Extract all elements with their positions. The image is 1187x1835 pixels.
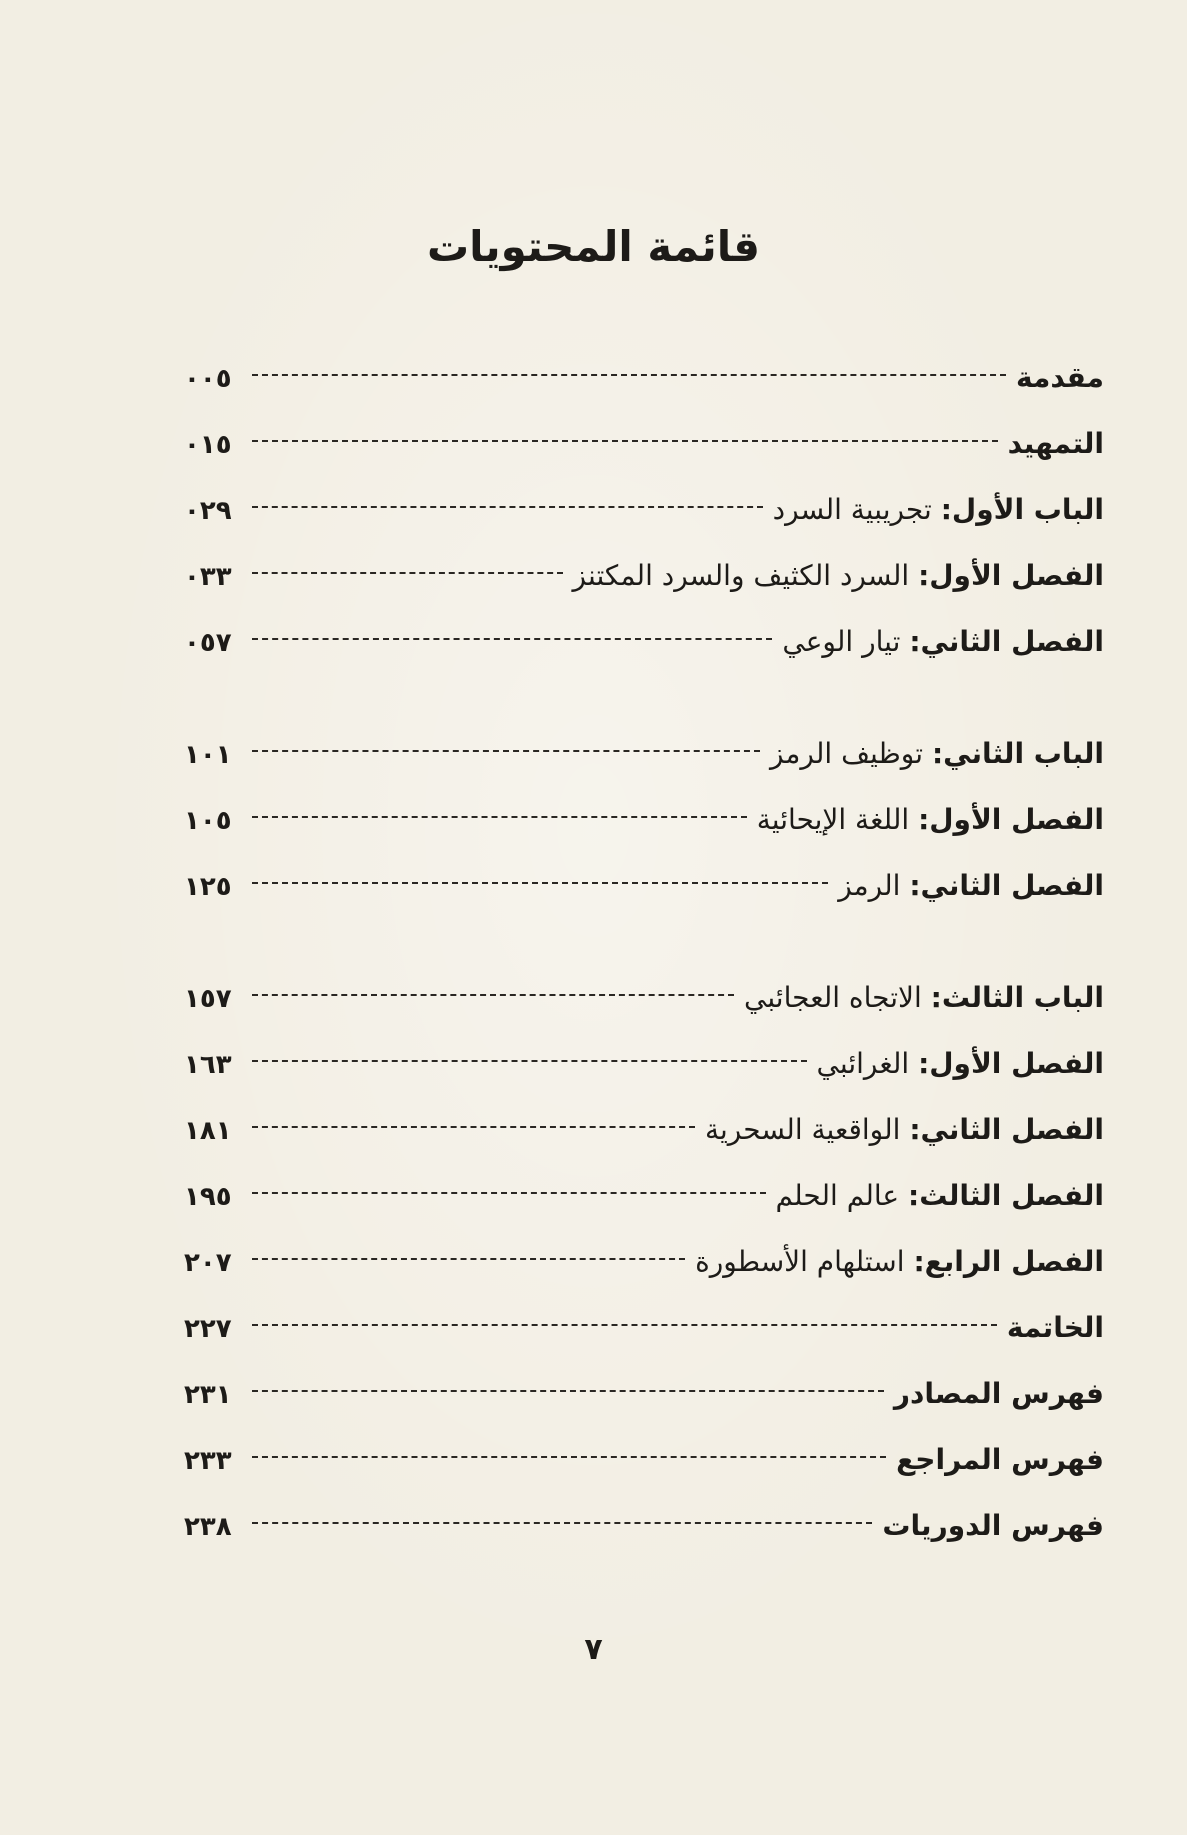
entry-title: تجريبية السرد — [772, 493, 941, 526]
dot-leader — [252, 1390, 884, 1392]
entry-label — [744, 976, 1104, 1020]
entry-page-number: ٠٢٩ — [184, 496, 232, 526]
entry-label — [782, 620, 1104, 664]
entry-label — [573, 554, 1104, 598]
entry-page-number: ٠٣٣ — [184, 562, 232, 592]
entry-heading: الباب الأول: — [940, 493, 1104, 526]
entry-heading: فهرس الدوريات — [882, 1509, 1104, 1542]
toc-entry — [184, 554, 1104, 620]
entry-title: توظيف الرمز — [769, 737, 932, 770]
entry-heading: الفصل الثاني: — [909, 869, 1104, 902]
entry-heading: الباب الثالث: — [930, 981, 1104, 1014]
dot-leader — [252, 572, 563, 574]
entry-label — [1016, 356, 1104, 400]
dot-leader — [252, 816, 747, 818]
entry-page-number: ١٠٥ — [184, 806, 232, 836]
entry-heading: مقدمة — [1016, 361, 1104, 394]
entry-heading: الفصل الأول: — [918, 803, 1104, 836]
toc-entry — [184, 1108, 1104, 1174]
entry-title: استلهام الأسطورة — [695, 1245, 914, 1278]
dot-leader — [252, 1258, 685, 1260]
table-of-contents — [184, 356, 1104, 1570]
entry-heading: الفصل الثالث: — [908, 1179, 1104, 1212]
dot-leader — [252, 994, 734, 996]
entry-title: الغرائبي — [816, 1047, 919, 1080]
toc-entry — [184, 488, 1104, 554]
entry-heading: التمهيد — [1007, 427, 1104, 460]
entry-label — [838, 864, 1104, 908]
entry-page-number: ٠٥٧ — [184, 628, 232, 658]
dot-leader — [252, 1456, 886, 1458]
entry-label — [894, 1372, 1104, 1416]
entry-title: الرمز — [838, 869, 910, 902]
toc-entry — [184, 1504, 1104, 1570]
entry-heading: الفصل الأول: — [918, 1047, 1104, 1080]
entry-label — [1007, 1306, 1104, 1350]
entry-title: الواقعية السحرية — [704, 1113, 910, 1146]
entry-label — [773, 488, 1104, 532]
entry-label — [695, 1240, 1104, 1284]
entry-title: السرد الكثيف والسرد المكتنز — [572, 559, 919, 592]
toc-entry — [184, 798, 1104, 864]
dot-leader — [252, 882, 828, 884]
entry-page-number: ٢٢٧ — [184, 1314, 232, 1344]
toc-entry — [184, 976, 1104, 1042]
entry-page-number: ٠١٥ — [184, 430, 232, 460]
entry-label — [882, 1504, 1104, 1548]
entry-page-number: ٢٣٨ — [184, 1512, 232, 1542]
entry-page-number: ٠٠٥ — [184, 364, 232, 394]
toc-entry — [184, 864, 1104, 930]
toc-entry — [184, 1372, 1104, 1438]
entry-page-number: ٢٣٣ — [184, 1446, 232, 1476]
toc-entry — [184, 620, 1104, 686]
toc-entry — [184, 356, 1104, 422]
entry-label — [770, 732, 1104, 776]
toc-entry — [184, 1240, 1104, 1306]
dot-leader — [252, 1126, 695, 1128]
entry-heading: الباب الثاني: — [931, 737, 1104, 770]
entry-page-number: ١٦٣ — [184, 1050, 232, 1080]
entry-heading: الفصل الثاني: — [909, 1113, 1104, 1146]
entry-title: اللغة الإيحائية — [756, 803, 919, 836]
toc-entry — [184, 732, 1104, 798]
entry-page-number: ١٢٥ — [184, 872, 232, 902]
entry-heading: الفصل الثاني: — [909, 625, 1104, 658]
page-title: قائمة المحتويات — [426, 222, 761, 271]
toc-entry — [184, 1306, 1104, 1372]
entry-label — [817, 1042, 1104, 1086]
dot-leader — [252, 506, 763, 508]
entry-label — [705, 1108, 1104, 1152]
entry-heading: الخاتمة — [1006, 1311, 1104, 1344]
entry-page-number: ١٠١ — [184, 740, 232, 770]
entry-heading: الفصل الرابع: — [913, 1245, 1104, 1278]
toc-entry — [184, 1438, 1104, 1504]
entry-heading: الفصل الأول: — [918, 559, 1104, 592]
dot-leader — [252, 750, 760, 752]
entry-label — [776, 1174, 1105, 1218]
toc-entry — [184, 1174, 1104, 1240]
entry-page-number: ١٩٥ — [184, 1182, 232, 1212]
entry-heading: فهرس المصادر — [893, 1377, 1104, 1410]
dot-leader — [252, 638, 772, 640]
entry-label — [1008, 422, 1104, 466]
dot-leader — [252, 374, 1006, 376]
page-number: ٧ — [584, 1632, 603, 1667]
dot-leader — [252, 1522, 872, 1524]
entry-heading: فهرس المراجع — [896, 1443, 1104, 1476]
entry-title: عالم الحلم — [775, 1179, 908, 1212]
entry-page-number: ١٨١ — [184, 1116, 232, 1146]
entry-label — [896, 1438, 1104, 1482]
entry-title: الاتجاه العجائبي — [744, 981, 931, 1014]
entry-title: تيار الوعي — [782, 625, 910, 658]
entry-page-number: ١٥٧ — [184, 984, 232, 1014]
toc-entry — [184, 422, 1104, 488]
entry-label — [757, 798, 1104, 842]
toc-entry — [184, 1042, 1104, 1108]
dot-leader — [252, 1060, 807, 1062]
dot-leader — [252, 440, 998, 442]
dot-leader — [252, 1192, 766, 1194]
entry-page-number: ٢٠٧ — [184, 1248, 232, 1278]
dot-leader — [252, 1324, 997, 1326]
entry-page-number: ٢٣١ — [184, 1380, 232, 1410]
